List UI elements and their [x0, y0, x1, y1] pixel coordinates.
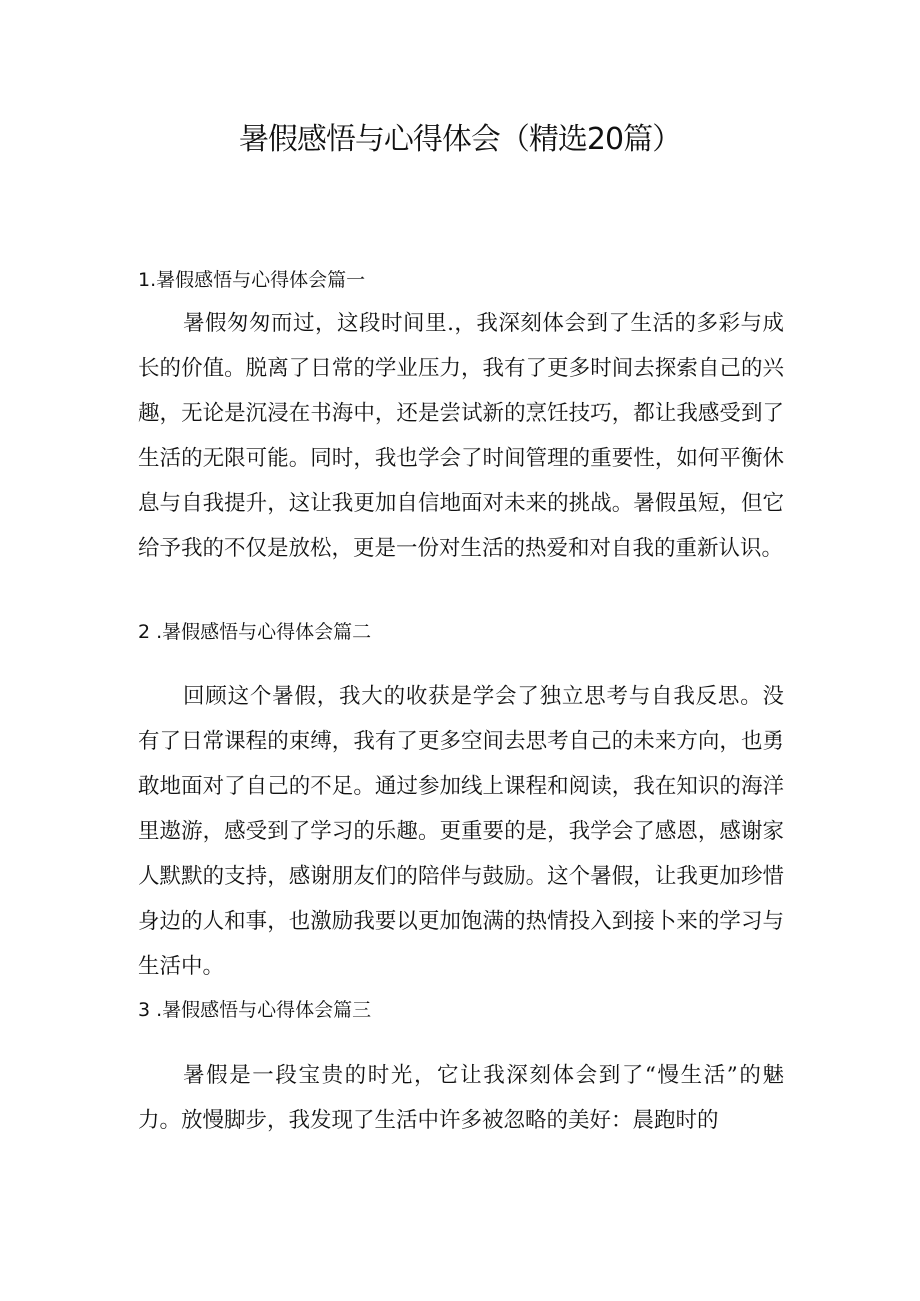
- section-heading-2: 2 .暑假感悟与心得体会篇二: [138, 621, 372, 643]
- section-heading-1: 1.暑假感悟与心得体会篇一: [138, 269, 366, 291]
- section-body-1: 暑假匆匆而过，这段时间里.，我深刻体会到了生活的多彩与成长的价值。脱离了日常的学业压力，我有了更多时间去探索自己的兴趣，无论是沉浸在书海中，还是尝试新的烹饪技巧，都让我感受到了生活的无限可能。同时，我也学会了时间管理的重要性，如何平衡休息与自我提升，这让我更加自信地面对未来的挑战。暑假虽短，但它给予我的不仅是放松，更是一份对生活的热爱和对自我的重新认识。: [138, 311, 784, 561]
- section-heading-3: 3 .暑假感悟与心得体会篇三: [138, 999, 372, 1021]
- section-body-3: 暑假是一段宝贵的时光，它让我深刻体会到了“慢生活”的魅力。放慢脚步，我发现了生活中许多被忽略的美好：晨跑时的: [138, 1063, 784, 1133]
- section-body-2: 回顾这个暑假，我大的收获是学会了独立思考与自我反思。没有了日常课程的束缚，我有了更多空间去思考自己的未来方向，也勇敢地面对了自己的不足。通过参加线上课程和阅读，我在知识的海洋里遨游，感受到了学习的乐趣。更重要的是，我学会了感恩，感谢家人默默的支持，感谢朋友们的陪伴与鼓励。这个暑假，让我更加珍惜身边的人和事，也激励我要以更加饱满的热情投入到接卜来的学习与生活中。: [138, 684, 784, 979]
- document-title: 暑假感悟与心得体会（精选20篇）: [238, 122, 682, 157]
